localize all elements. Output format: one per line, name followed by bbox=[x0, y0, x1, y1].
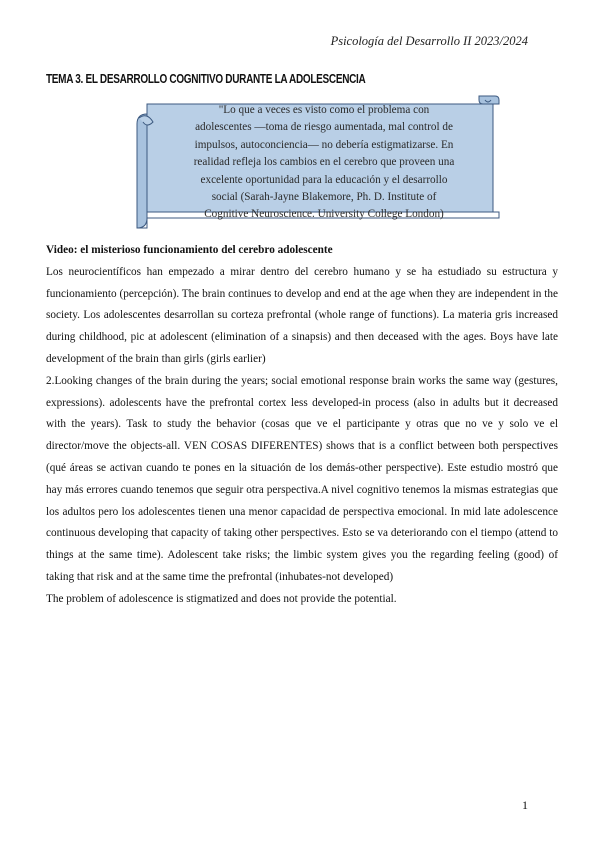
scroll-top-roll bbox=[479, 96, 499, 104]
video-title: Video: el misterioso funcionamiento del cerebro adolescente bbox=[46, 244, 333, 256]
quote-line: realidad refleja los cambios en el cerebro que proveen una bbox=[193, 156, 455, 169]
scroll-left-curl bbox=[137, 114, 147, 228]
topic-title: TEMA 3. EL DESARROLLO COGNITIVO DURANTE LA ADOLESCENCIA bbox=[46, 73, 366, 87]
body-paragraph: 2.Looking changes of the brain during the years; social emotional response brain works the same way (gestures, expressions). adolescents have the prefrontal cortex less developed-in process (also in adults but it decreased with the years). Task to study the behavior (cosas que ve el participante y otras que no ve y solo ve el director/move the objects-all. VEN COSAS DIFERENTES) shows that is a conflict between both perspectives (qué áreas se activan cuando te pones en la situación de los demás-other perspective). Este estudio mostró que hay más errores cuando tenemos que seguir otra perspectiva.A nivel cognitivo tenemos la mismas estrategias que los adultos pero los adolescentes tienen una menor capacidad de perspectiva emocional. In mid late adolescence continuous developing that capacity of taking other perspectives. Esto se va deteriorando con el tiempo (attend to things at the same time). Adolescent take risks; the limbic system gives you the regarding feeling (good) of taking that risk and at the same time the prefrontal (inhubates-not developed) bbox=[46, 374, 558, 583]
quote-line: social (Sarah-Jayne Blakemore, Ph. D. Institute of bbox=[211, 191, 437, 204]
body-content bbox=[46, 240, 558, 611]
quote-text bbox=[169, 102, 479, 224]
page-header: Psicología del Desarrollo II 2023/2024 bbox=[330, 34, 528, 48]
quote-line: adolescentes —toma de riesgo aumentada, mal control de bbox=[195, 121, 453, 134]
body-paragraph: The problem of adolescence is stigmatized and does not provide the potential. bbox=[46, 592, 397, 605]
page-number: 1 bbox=[522, 798, 528, 812]
body-paragraph: Los neurocientíficos han empezado a mirar dentro del cerebro humano y se ha estudiado su estructura y funcionamiento (percepción). The brain continues to develop and end at the age when they are independent in the society. Los adolescentes desarrollan su corteza prefrontal (whole range of functions). La materia gris increased during childhood, pic at adolescent (elimination of a sinapsis) and then deceased with the ages. Boys have late development of the brain than girls (girls earlier) bbox=[46, 265, 558, 365]
quote-line: excelente oportunidad para la educación y el desarrollo bbox=[200, 173, 448, 186]
quote-line: impulsos, autoconciencia— no debería estigmatizarse. En bbox=[194, 138, 454, 151]
quote-scroll-banner bbox=[133, 94, 503, 230]
quote-line: "Lo que a veces es visto como el problema con bbox=[218, 104, 430, 116]
quote-line: Cognitive Neuroscience. University College London) bbox=[204, 208, 444, 221]
